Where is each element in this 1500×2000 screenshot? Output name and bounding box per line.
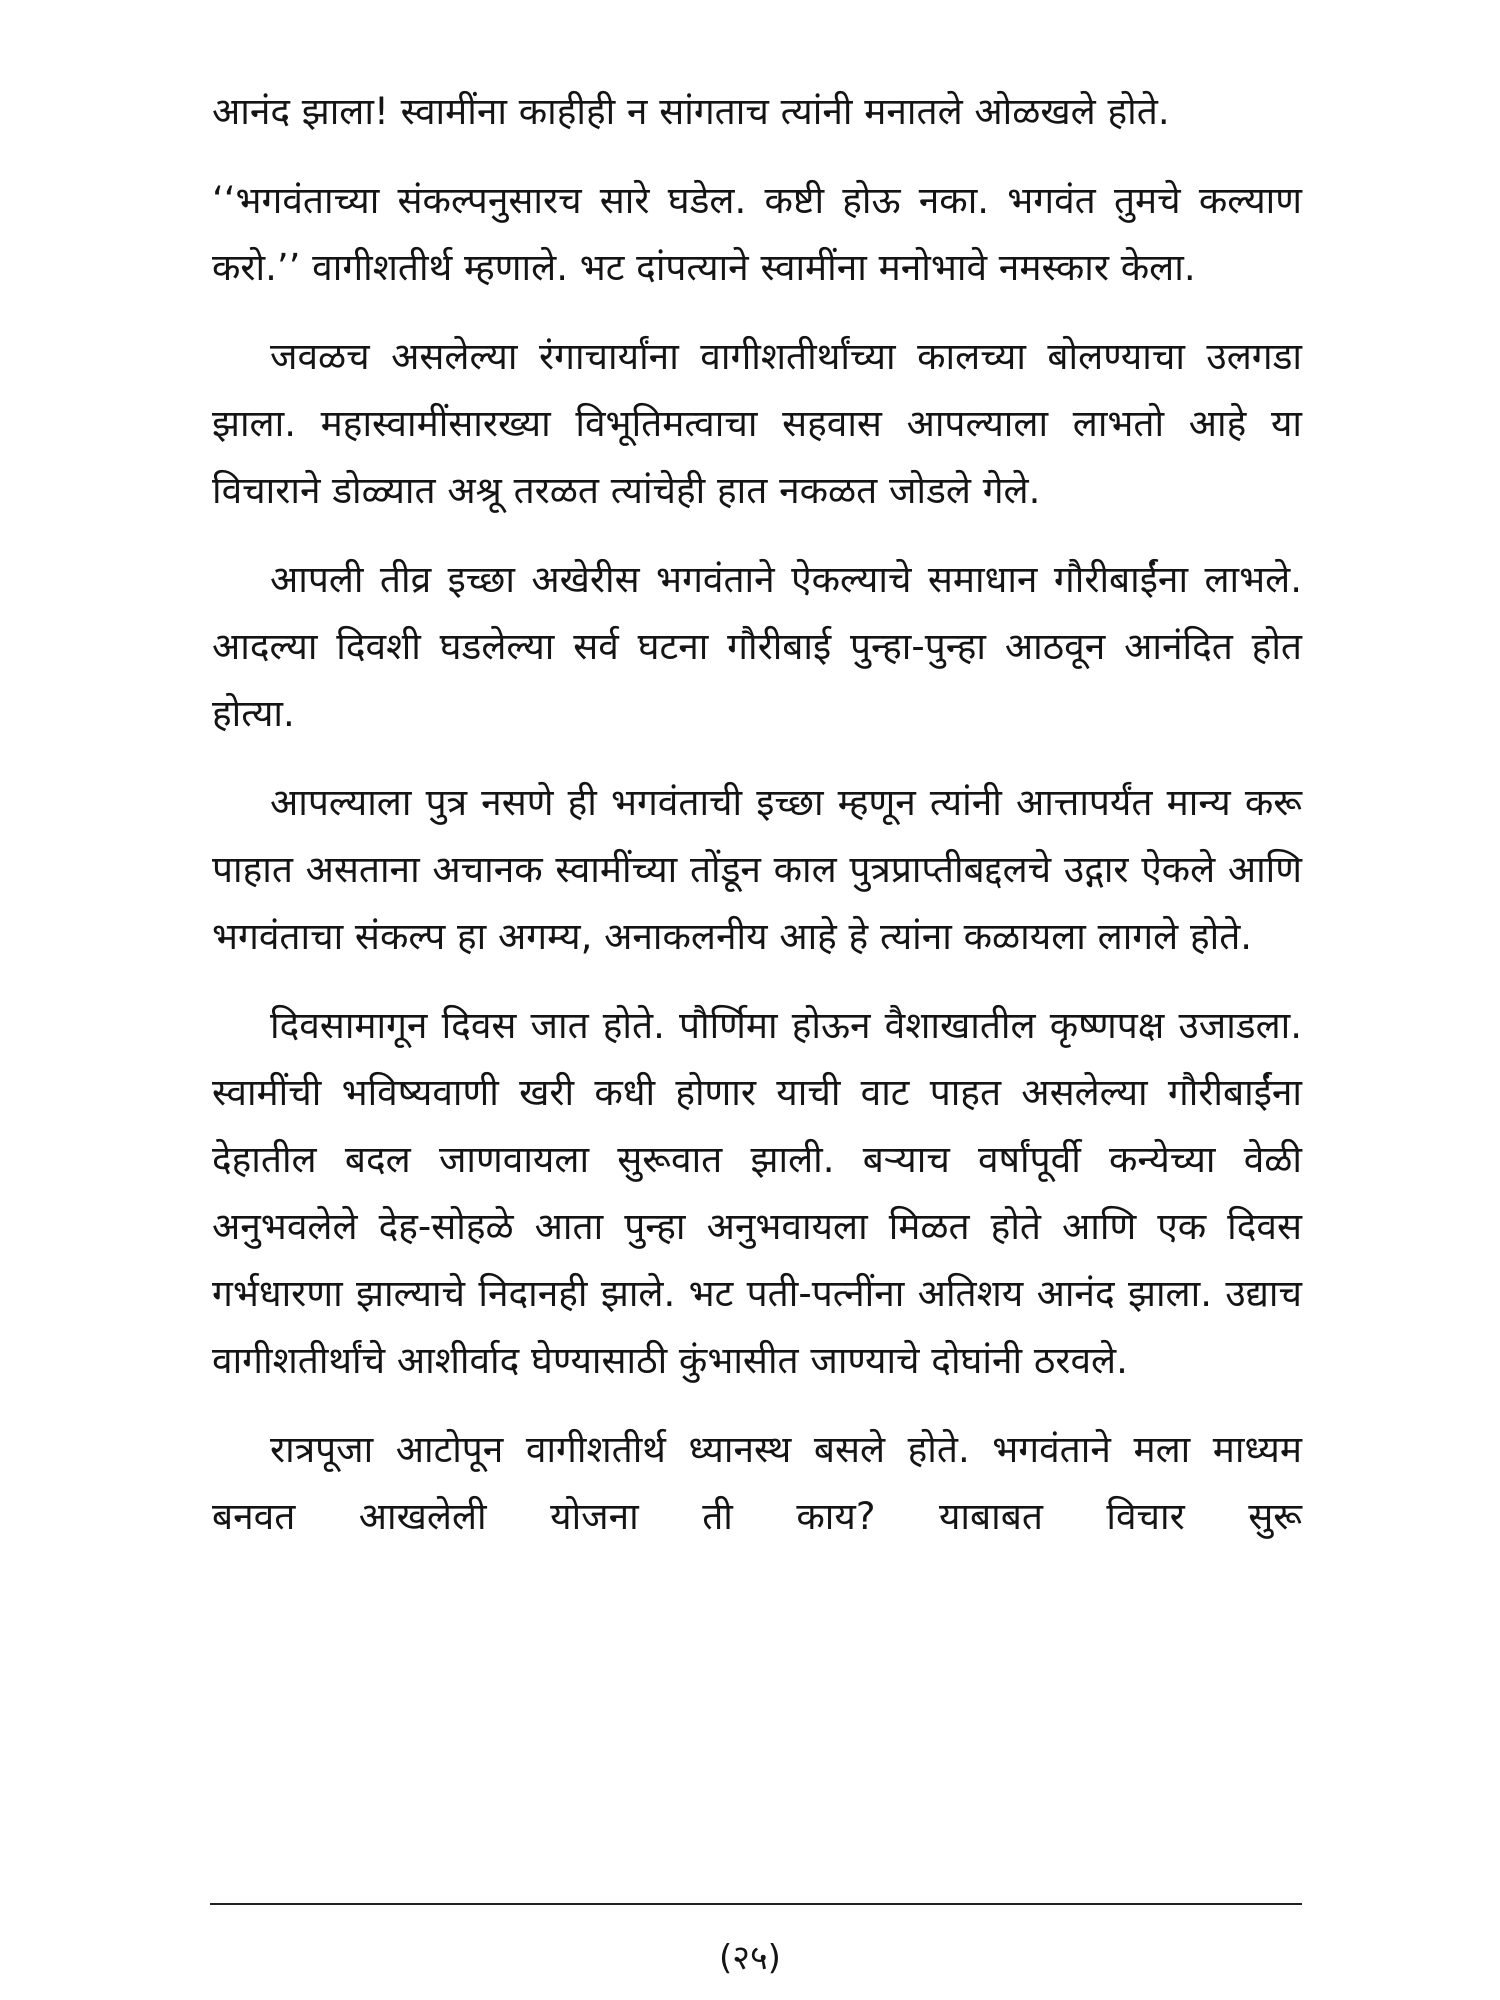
paragraph-6: दिवसामागून दिवस जात होते. पौर्णिमा होऊन वैशाखातील कृष्णपक्ष उजाडला. स्वामींची भविष्यवाणी खरी कधी होणार याची वाट पाहत असलेल्या गौरीबाईंना देहातील बदल जाणवायला सुरूवात झाली. बऱ्याच वर्षांपूर्वी कन्येच्या वेळी अनुभवलेले देह-सोहळे आता पुन्हा अनुभवायला मिळत होते आणि एक दिवस गर्भधारणा झाल्याचे निदानही झाले. भट पती-पत्नींना अतिशय आनंद झाला. उद्याच वागीशतीर्थांचे आशीर्वाद घेण्यासाठी कुंभासीत जाण्याचे दोघांनी ठरवले.: [212, 1004, 1302, 1382]
body-text: [212, 78, 1302, 1572]
page-number: (२५): [719, 1938, 781, 1978]
paragraph-2: ‘‘भगवंताच्या संकल्पनुसारच सारे घडेल. कष्टी होऊ नका. भगवंत तुमचे कल्याण करो.’’ वागीशतीर्थ म्हणाले. भट दांपत्याने स्वामींना मनोभावे नमस्कार केला.: [212, 179, 1302, 289]
paragraph-3: जवळच असलेल्या रंगाचार्यांना वागीशतीर्थांच्या कालच्या बोलण्याचा उलगडा झाला. महास्वामींसारख्या विभूतिमत्वाचा सहवास आपल्याला लाभतो आहे या विचाराने डोळ्यात अश्रू तरळत त्यांचेही हात नकळत जोडले गेले.: [212, 335, 1302, 512]
paragraph-5: आपल्याला पुत्र नसणे ही भगवंताची इच्छा म्हणून त्यांनी आत्तापर्यंत मान्य करू पाहात असताना अचानक स्वामींच्या तोंडून काल पुत्रप्राप्तीबद्दलचे उद्गार ऐकले आणि भगवंताचा संकल्प हा अगम्य, अनाकलनीय आहे हे त्यांना कळायला लागले होते.: [212, 781, 1302, 958]
paragraph-4: आपली तीव्र इच्छा अखेरीस भगवंताने ऐकल्याचे समाधान गौरीबाईंना लाभले. आदल्या दिवशी घडलेल्या सर्व घटना गौरीबाई पुन्हा-पुन्हा आठवून आनंदित होत होत्या.: [212, 558, 1302, 735]
paragraph-7: रात्रपूजा आटोपून वागीशतीर्थ ध्यानस्थ बसले होते. भगवंताने मला माध्यम बनवत आखलेली योजना ती काय? याबाबत विचार सुरू: [212, 1428, 1302, 1538]
footer-divider: [210, 1903, 1302, 1905]
paragraph-1: आनंद झाला! स्वामींना काहीही न सांगताच त्यांनी मनातले ओळखले होते.: [212, 90, 1170, 133]
